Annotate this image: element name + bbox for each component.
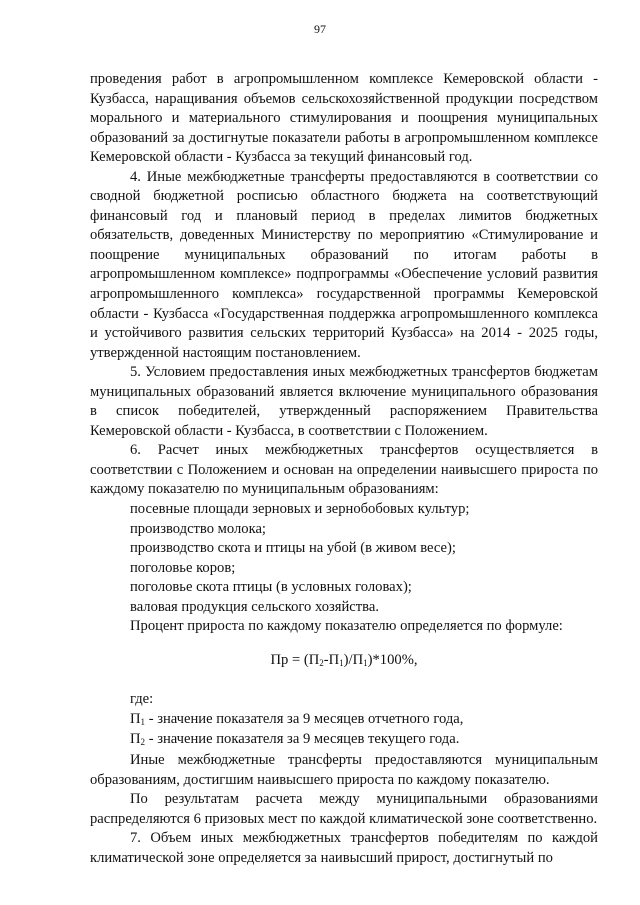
paragraph-5: 5. Условием предоставления иных межбюджетных трансфертов бюджетам муниципальных образований является включение муниципального образования в список победителей, утвержденный распоряжением Правительства Кемеровской области - Кузбасса, в соответствии с Положением. xyxy=(90,364,598,439)
paragraph-granted: Иные межбюджетные трансферты предоставляются муниципальным образованиям, достигшим наивысшего прироста по каждому показателю. xyxy=(90,752,598,788)
formula-part: )*100%, xyxy=(367,651,418,668)
definition-symbol: П xyxy=(130,730,141,747)
indicator-item: валовая продукция сельского хозяйства. xyxy=(130,598,379,615)
formula-part: Пр = (П xyxy=(270,651,320,668)
definition-symbol: П xyxy=(130,710,141,727)
indicator-item: производство молока; xyxy=(130,520,266,537)
indicator-item: поголовье коров; xyxy=(130,559,236,576)
paragraph-distribution: По результатам расчета между муниципальными образованиями распределяются 6 призовых мест по каждой климатической зоне соответственно. xyxy=(90,791,598,827)
growth-formula xyxy=(90,651,598,671)
indicator-item: производство скота и птицы на убой (в живом весе); xyxy=(130,540,456,557)
definition-p1 xyxy=(90,710,598,730)
page-number: 97 xyxy=(314,22,326,36)
definition-text: - значение показателя за 9 месяцев текущего года. xyxy=(145,730,460,747)
formula-intro: Процент прироста по каждому показателю определяется по формуле: xyxy=(130,618,563,635)
paragraph-continuation: проведения работ в агропромышленном комплексе Кемеровской области - Кузбасса, наращивания объемов сельскохозяйственной продукции посредством морального и материального стимулирования и поощрения муниципальных образований за достигнутые показатели работы в агропромышленном комплексе Кемеровской области - Кузбасса за текущий финансовый год. xyxy=(90,71,598,166)
definition-subscript: 2 xyxy=(140,736,146,747)
formula-subscript: 1 xyxy=(363,657,368,668)
indicator-item: поголовье скота птицы (в условных головах); xyxy=(130,579,412,596)
indicator-item: посевные площади зерновых и зернобобовых культур; xyxy=(130,501,470,518)
definition-p2 xyxy=(90,730,598,750)
paragraph-4: 4. Иные межбюджетные трансферты предоставляются в соответствии со сводной бюджетной росписью областного бюджета на соответствующий финансовый год и плановый период в пределах лимитов бюджетных обязательств, доведенных Министерству по мероприятию «Стимулирование и поощрение муниципальных образований по итогам работы в агропромышленном комплексе» подпрограммы «Обеспечение условий развития агропромышленного комплекса» государственной программы Кемеровской области - Кузбасса «Государственная поддержка агропромышленного комплекса и устойчивого развития сельских территорий Кузбасса» на 2014 - 2025 годы, утвержденной настоящим постановлением. xyxy=(90,168,598,361)
formula-part: )/П xyxy=(343,651,364,668)
definition-text: - значение показателя за 9 месяцев отчетного года, xyxy=(145,710,464,727)
formula-subscript: 1 xyxy=(339,657,344,668)
paragraph-7: 7. Объем иных межбюджетных трансфертов победителям по каждой климатической зоне определяется за наивысший прирост, достигнутый по xyxy=(90,830,598,866)
where-label: где: xyxy=(130,691,154,708)
document-body xyxy=(90,70,598,868)
definition-subscript: 1 xyxy=(140,716,146,727)
formula-subscript: 2 xyxy=(319,657,324,668)
formula-part: -П xyxy=(323,651,340,668)
paragraph-6: 6. Расчет иных межбюджетных трансфертов осуществляется в соответствии с Положением и основан на определении наивысшего прироста по каждому показателю по муниципальным образованиям: xyxy=(90,442,598,498)
